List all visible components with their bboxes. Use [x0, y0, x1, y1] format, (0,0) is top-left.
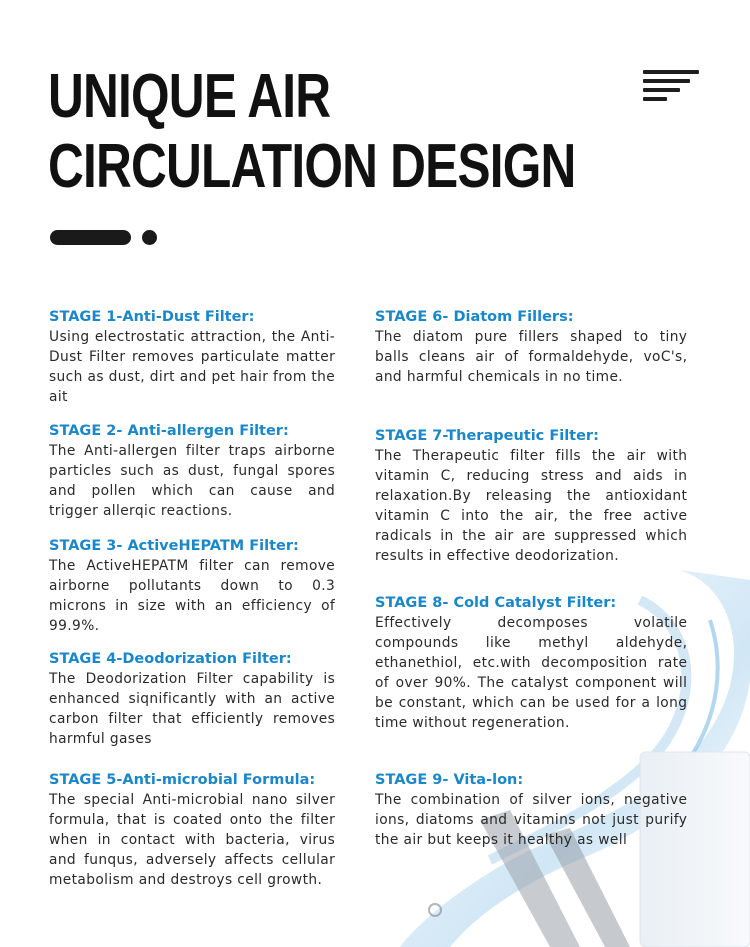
stage-5	[49, 770, 344, 890]
stage-4-title: STAGE 4-Deodorization Filter:	[49, 651, 292, 667]
stage-3-title: STAGE 3- ActiveHEPATM Filter:	[49, 538, 299, 554]
stage-7	[375, 426, 697, 566]
stage-3	[49, 536, 344, 636]
stage-7-text: The Therapeutic filter fills the air with vitamin C, reducing stress and aids in relaxation.By releasing the antioxidant vitamin C into the air, the free active radicals in the air are suppressed which results in effective deodorization.	[375, 448, 688, 564]
menu-lines-icon	[643, 70, 699, 102]
title-line-1: UNIQUE AIR	[48, 62, 331, 131]
decorative-bar	[50, 230, 131, 245]
stage-5-text: The special Anti-microbial nano silver formula, that is coated onto the filter when in contact with bacteria, virus and funqus, adversely affects cellular metabolism and destroys cell growth.	[49, 792, 336, 888]
stage-4-text: The Deodorization Filter capability is enhanced siqnificantly with an active carbon filter that efficiently removes harmful gases	[49, 671, 336, 747]
stage-9-title: STAGE 9- Vita-lon:	[375, 772, 524, 788]
stage-2	[49, 421, 344, 521]
stage-9-text: The combination of silver ions, negative ions, diatoms and vitamins not just purify the air but keeps it healthy as well	[375, 792, 688, 848]
stage-1-title: STAGE 1-Anti-Dust Filter:	[49, 309, 255, 325]
stage-6-title: STAGE 6- Diatom Fillers:	[375, 309, 574, 325]
stage-5-title: STAGE 5-Anti-microbial Formula:	[49, 772, 316, 788]
stage-1	[49, 307, 344, 407]
page-title	[48, 62, 576, 202]
stage-8-title: STAGE 8- Cold Catalyst Filter:	[375, 595, 617, 611]
stage-8-text: Effectively decomposes volatile compounds like methyl aldehyde, ethanethiol, etc.with decomposition rate of over 90%. The catalyst component will be constant, which can be used for a long time without regeneration.	[375, 615, 688, 731]
stage-1-text: Using electrostatic attraction, the Anti-Dust Filter removes particulate matter such as dust, dirt and pet hair from the ait	[49, 329, 336, 405]
stage-2-title: STAGE 2- Anti-allergen Filter:	[49, 423, 289, 439]
stage-4	[49, 649, 344, 749]
decorative-dot	[142, 230, 157, 245]
stage-7-title: STAGE 7-Therapeutic Filter:	[375, 428, 599, 444]
title-line-2: CIRCULATION DESIGN	[48, 132, 576, 201]
stage-6	[375, 307, 697, 387]
stage-3-text: The ActiveHEPATM filter can remove airborne pollutants down to 0.3 microns in size with an efficiency of 99.9%.	[49, 558, 336, 634]
stage-6-text: The diatom pure fillers shaped to tiny balls cleans air of formaldehyde, voC's, and harmful chemicals in no time.	[375, 329, 688, 385]
stage-9	[375, 770, 697, 850]
stage-8	[375, 593, 697, 733]
stage-2-text: The Anti-allergen filter traps airborne particles such as dust, fungal spores and pollen which can cause and trigger allerqic reactions.	[49, 443, 336, 519]
